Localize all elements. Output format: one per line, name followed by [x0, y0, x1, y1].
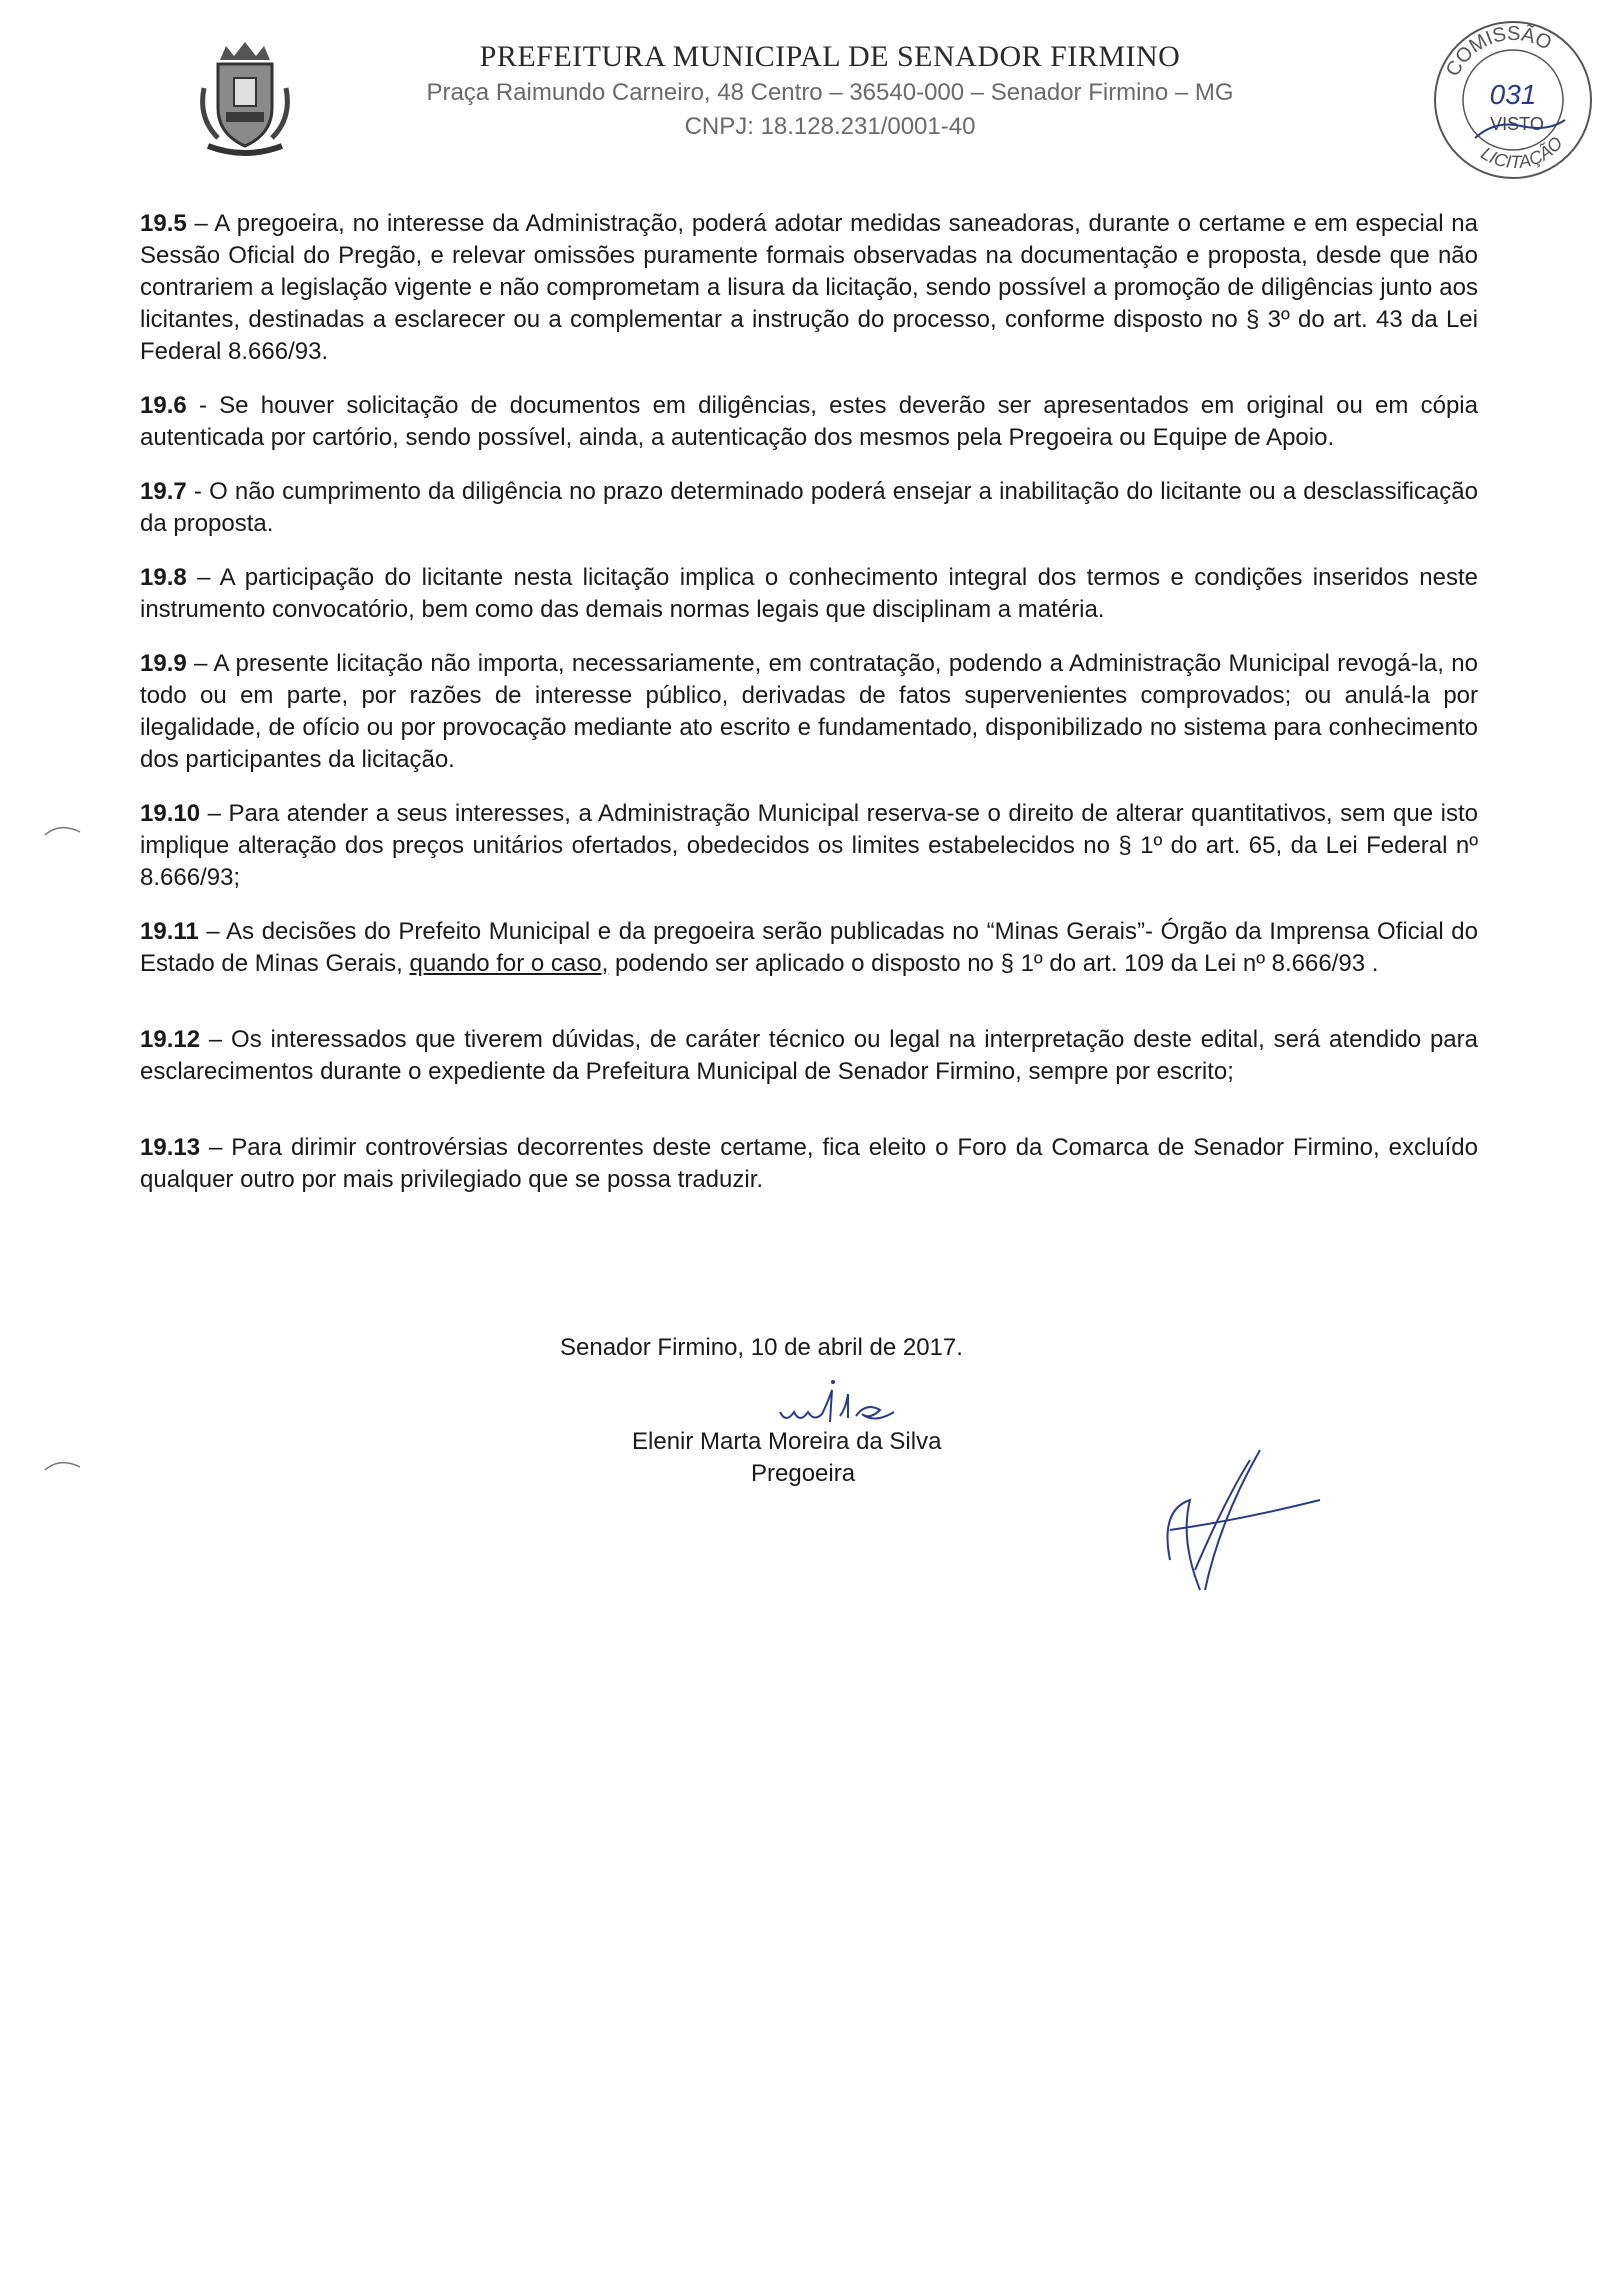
clause-19-13: 19.13 – Para dirimir controvérsias decorrentes deste certame, fica eleito o Foro da Comarca de Senador Firmino, excluído qualquer outro por mais privilegiado que se possa traduzir. [140, 1134, 1478, 1193]
organization-cnpj: CNPJ: 18.128.231/0001-40 [684, 113, 976, 140]
commission-stamp [1425, 8, 1600, 183]
clause-19-7: 19.7 - O não cumprimento da diligência no prazo determinado poderá ensejar a inabilitação do licitante ou a desclassificação da proposta. [140, 478, 1478, 537]
organization-address: Praça Raimundo Carneiro, 48 Centro – 36540-000 – Senador Firmino – MG [426, 79, 1234, 106]
clause-19-6: 19.6 - Se houver solicitação de documentos em diligências, estes deverão ser apresentados em original ou em cópia autenticada por cartório, sendo possível, ainda, a autenticação dos mesmos pela Pregoeira ou Equipe de Apoio. [140, 392, 1478, 451]
margin-mark [40, 820, 90, 840]
svg-text:031: 031 [1489, 79, 1537, 110]
clause-19-8: 19.8 – A participação do licitante nesta licitação implica o conhecimento integral dos termos e condições inseridos neste instrumento convocatório, bem como das demais normas legais que disciplinam a matéria. [140, 564, 1478, 623]
clause-19-12: 19.12 – Os interessados que tiverem dúvidas, de caráter técnico ou legal na interpretação deste edital, será atendido para esclarecimentos durante o expediente da Prefeitura Municipal de Senador Firmino, sempre por escrito; [140, 1026, 1478, 1085]
municipal-crest-icon [190, 38, 300, 158]
clauses-section [140, 208, 1478, 1218]
signer-role: Pregoeira [751, 1460, 856, 1487]
clause-19-9: 19.9 – A presente licitação não importa, necessariamente, em contratação, podendo a Administração Municipal revogá-la, no todo ou em parte, por razões de interesse público, derivadas de fatos supervenientes comprovados; ou anulá-la por ilegalidade, de ofício ou por provocação mediante ato escrito e fundamentado, disponibilizado no sistema para conhecimento dos participantes da licitação. [140, 650, 1478, 773]
clause-19-11: 19.11 – As decisões do Prefeito Municipal e da pregoeira serão publicadas no “Minas Gerais”- Órgão da Imprensa Oficial do Estado de Minas Gerais, quando for o caso, podendo ser aplicado o disposto no § 1º do art. 109 da Lei nº 8.666/93 . [140, 918, 1478, 977]
clause-19-10: 19.10 – Para atender a seus interesses, a Administração Municipal reserva-se o direito de alterar quantitativos, sem que isto implique alteração dos preços unitários ofertados, obedecidos os limites estabelecidos no § 1º do art. 65, da Lei Federal nº 8.666/93; [140, 800, 1478, 891]
signer-name: Elenir Marta Moreira da Silva [632, 1428, 942, 1455]
handwritten-signature [770, 1372, 950, 1432]
initials-mark [1150, 1440, 1340, 1600]
letterhead [330, 38, 1330, 144]
clause-19-5: 19.5 – A pregoeira, no interesse da Administração, poderá adotar medidas saneadoras, durante o certame e em especial na Sessão Oficial do Pregão, e relevar omissões puramente formais observadas na documentação e proposta, desde que não contrariem a legislação vigente e não comprometam a lisura da licitação, sendo possível a promoção de diligências junto aos licitantes, destinadas a esclarecer ou a complementar a instrução do processo, conforme disposto no § 3º do art. 43 da Lei Federal 8.666/93. [140, 210, 1478, 365]
svg-text:VISTO: VISTO [1490, 114, 1544, 134]
svg-text:LICITAÇÃO: LICITAÇÃO [1477, 132, 1567, 173]
document-date: Senador Firmino, 10 de abril de 2017. [560, 1334, 963, 1361]
svg-text:COMISSÃO: COMISSÃO [1441, 22, 1556, 81]
organization-name: PREFEITURA MUNICIPAL DE SENADOR FIRMINO [479, 40, 1181, 73]
margin-mark [40, 1455, 90, 1475]
